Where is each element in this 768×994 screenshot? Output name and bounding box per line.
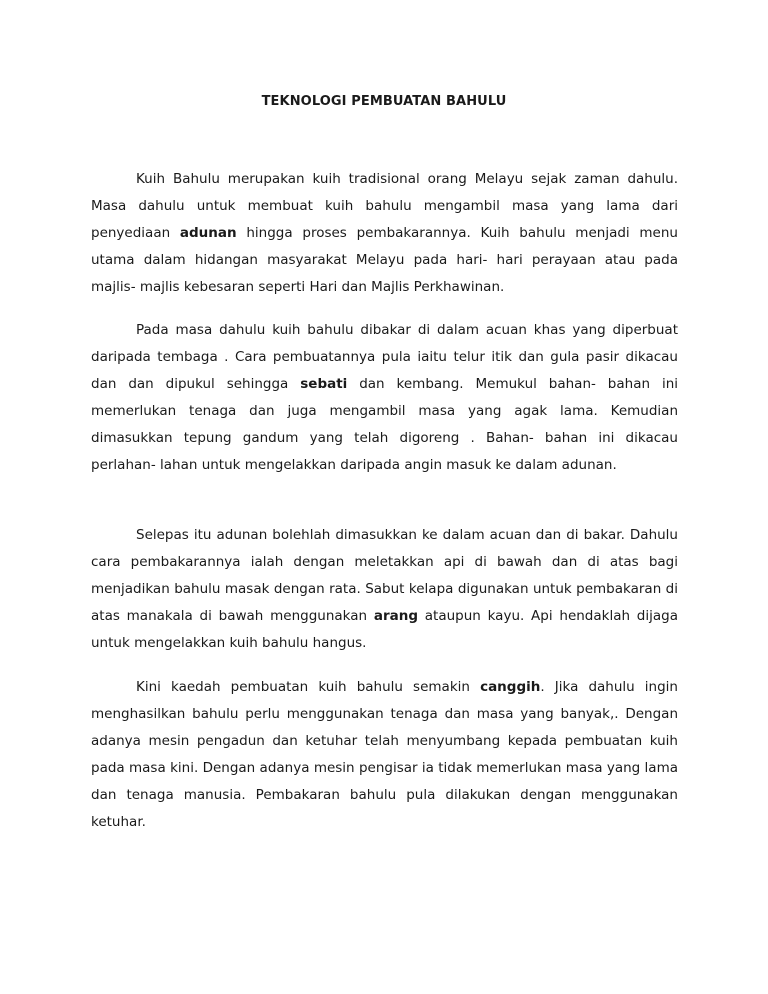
paragraph-3-text-before: Selepas itu adunan bolehlah dimasukkan ke dalam acuan dan di bakar. Dahulu cara pembakarannya ialah dengan meletakkan api di bawah dan di atas bagi menjadikan bahulu masak dengan rata. Sabut kelapa digunakan untuk pembakaran di atas manakala di bawah menggunakan bbox=[91, 527, 678, 624]
paragraph-3-bold-term: arang bbox=[373, 608, 418, 624]
paragraph-2-text-before: Pada masa dahulu kuih bahulu dibakar di dalam acuan khas yang diperbuat daripada tembaga . Cara pembuatannya pula iaitu telur itik dan gula pasir dikacau dan dan dipukul sehingga bbox=[91, 322, 678, 392]
paragraph-4-text-before: Kini kaedah pembuatan kuih bahulu semakin bbox=[136, 679, 481, 695]
paragraph-1-bold-term: adunan bbox=[179, 225, 237, 241]
paragraph-1 bbox=[91, 166, 678, 301]
paragraph-3 bbox=[91, 522, 678, 657]
paragraph-4-text-after: . Jika dahulu ingin menghasilkan bahulu perlu menggunakan tenaga dan masa yang banyak,. Dengan adanya mesin pengadun dan ketuhar telah menyumbang kepada pembuatan kuih pada masa kini. Dengan adanya mesin pengisar ia tidak memerlukan masa yang lama dan tenaga manusia. Pembakaran bahulu pula dilakukan dengan menggunakan ketuhar. bbox=[91, 679, 678, 830]
paragraph-2 bbox=[91, 317, 678, 479]
paragraph-2-text-after: dan kembang. Memukul bahan- bahan ini memerlukan tenaga dan juga mengambil masa yang agak lama. Kemudian dimasukkan tepung gandum yang telah digoreng . Bahan- bahan ini dikacau perlahan- lahan untuk mengelakkan daripada angin masuk ke dalam adunan. bbox=[91, 376, 679, 473]
paragraph-1-text-before: Kuih Bahulu merupakan kuih tradisional orang Melayu sejak zaman dahulu. Masa dahulu untuk membuat kuih bahulu mengambil masa yang lama dari penyediaan bbox=[91, 171, 678, 241]
paragraph-2-bold-term: sebati bbox=[300, 376, 348, 392]
paragraph-1-text-after: hingga proses pembakarannya. Kuih bahulu menjadi menu utama dalam hidangan masyarakat Melayu pada hari- hari perayaan atau pada majlis- majlis kebesaran seperti Hari dan Majlis Perkhawinan. bbox=[91, 225, 678, 295]
paragraph-4 bbox=[91, 674, 678, 836]
document-title: TEKNOLOGI PEMBUATAN BAHULU bbox=[261, 94, 507, 109]
paragraph-3-text-after: ataupun kayu. Api hendaklah dijaga untuk mengelakkan kuih bahulu hangus. bbox=[91, 608, 678, 651]
paragraph-4-bold-term: canggih bbox=[480, 679, 541, 695]
